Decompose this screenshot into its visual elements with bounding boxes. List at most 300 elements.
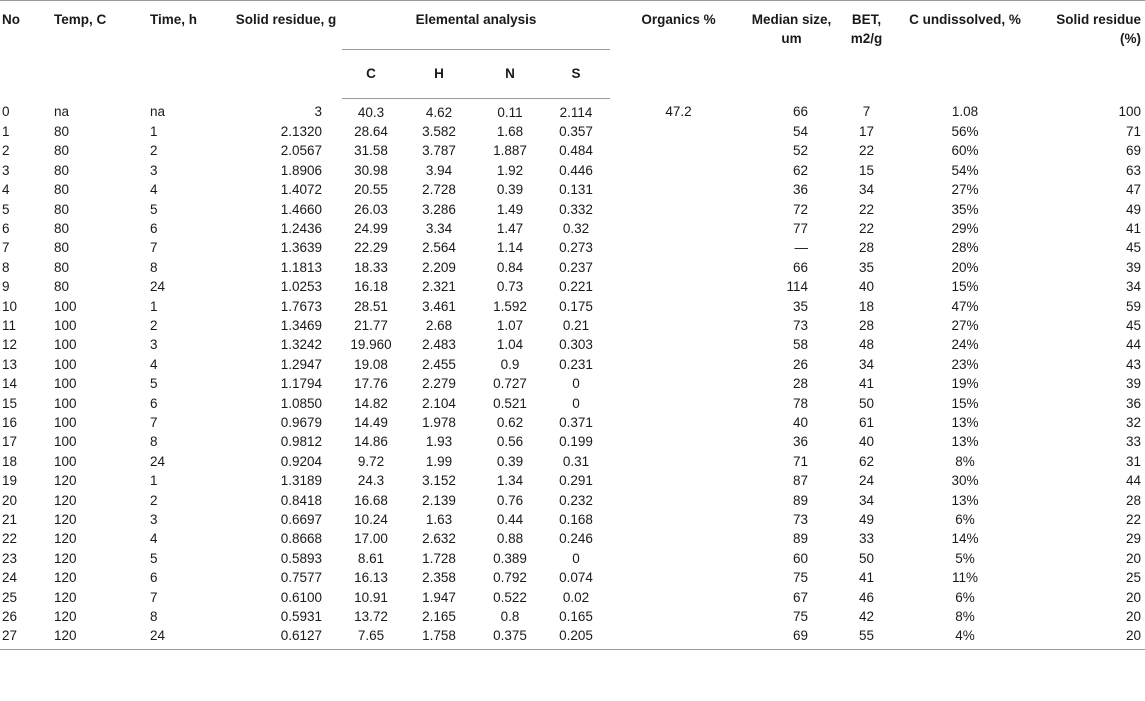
- cell-h: 4.62: [425, 104, 453, 120]
- cell-bet: 24: [859, 473, 875, 489]
- cell-bet: 50: [859, 550, 875, 566]
- cell-s: 0.31: [562, 453, 590, 469]
- cell-n: 1.04: [496, 337, 524, 353]
- cell-c: 28.64: [354, 123, 388, 139]
- cell-bet: 34: [859, 182, 875, 198]
- cell-no: 9: [2, 279, 10, 295]
- cell-c: 16.68: [354, 492, 388, 508]
- cell-no: 26: [2, 609, 18, 625]
- cell-solid-residue-g: 1.2947: [280, 356, 322, 372]
- cell-temp: 120: [54, 589, 77, 605]
- cell-organics: [610, 277, 747, 296]
- cell-median-size: 52: [792, 143, 809, 159]
- cell-c: 24.99: [354, 220, 388, 236]
- cell-h: 3.787: [422, 143, 456, 159]
- cell-solid-residue-g: 0.6100: [280, 589, 322, 605]
- cell-c-undissolved: 8%: [955, 609, 975, 625]
- cell-c-undissolved: 30%: [951, 473, 979, 489]
- cell-c: 8.61: [357, 550, 385, 566]
- cell-organics: [610, 374, 747, 393]
- cell-solid-residue-g: 1.3469: [280, 317, 322, 333]
- cell-h: 2.279: [422, 376, 456, 392]
- header-s: S: [542, 49, 610, 98]
- cell-c: 17.00: [354, 531, 388, 547]
- cell-h: 1.93: [425, 434, 453, 450]
- cell-solid-residue-pct: 20: [1033, 626, 1145, 649]
- cell-bet: 62: [859, 453, 875, 469]
- cell-temp: 120: [54, 609, 77, 625]
- cell-median-size: 114: [786, 279, 809, 295]
- cell-temp: 120: [54, 512, 77, 528]
- cell-solid-residue-pct: 47: [1125, 182, 1142, 198]
- cell-solid-residue-g: 1.0253: [280, 279, 322, 295]
- cell-c-undissolved: 29%: [951, 220, 979, 236]
- cell-median-size: 28: [792, 376, 809, 392]
- cell-h: 2.104: [422, 395, 456, 411]
- cell-s: 0.446: [559, 162, 593, 178]
- cell-temp: 100: [54, 317, 77, 333]
- table-row: [0, 122, 1145, 141]
- cell-bet: 49: [859, 512, 875, 528]
- cell-h: 2.632: [422, 531, 456, 547]
- cell-solid-residue-pct: 59: [1125, 298, 1142, 314]
- cell-solid-residue-pct: 22: [1125, 512, 1142, 528]
- cell-c: 7.65: [342, 626, 400, 649]
- cell-temp: 80: [54, 240, 70, 256]
- cell-bet: 41: [859, 376, 875, 392]
- cell-n: 0.521: [493, 395, 527, 411]
- cell-h: 3.582: [422, 123, 456, 139]
- cell-organics: [610, 413, 747, 432]
- cell-n: 1.07: [496, 317, 524, 333]
- cell-organics: [610, 141, 747, 160]
- cell-time: 6: [150, 570, 158, 586]
- cell-median-size: 75: [792, 570, 809, 586]
- cell-n: 1.49: [496, 201, 524, 217]
- cell-bet: 40: [859, 434, 875, 450]
- cell-no: 0: [2, 104, 10, 120]
- cell-s: 0.484: [559, 143, 593, 159]
- cell-c: 24.3: [357, 473, 385, 489]
- cell-c-undissolved: 24%: [951, 337, 979, 353]
- header-bet: BET, m2/g: [836, 1, 897, 99]
- cell-h: 1.99: [425, 453, 453, 469]
- cell-h: 2.139: [422, 492, 456, 508]
- table-row: [0, 219, 1145, 238]
- cell-temp: 120: [54, 570, 77, 586]
- cell-time: 5: [150, 376, 158, 392]
- cell-time: 1: [150, 298, 158, 314]
- cell-n: 0.76: [496, 492, 524, 508]
- cell-c-undissolved: 23%: [951, 356, 979, 372]
- cell-n: 0.88: [496, 531, 524, 547]
- cell-solid-residue-pct: 45: [1125, 317, 1142, 333]
- cell-solid-residue-pct: 34: [1125, 279, 1142, 295]
- cell-c: 30.98: [354, 162, 388, 178]
- cell-c: 21.77: [354, 317, 388, 333]
- cell-c-undissolved: 4%: [897, 626, 1033, 649]
- cell-organics: [610, 200, 747, 219]
- cell-temp: 100: [54, 395, 77, 411]
- cell-organics: [610, 122, 747, 141]
- cell-temp: 80: [54, 143, 70, 159]
- cell-time: 3: [150, 512, 158, 528]
- header-c-undissolved: C undissolved, %: [897, 1, 1033, 99]
- cell-c-undissolved: 13%: [951, 415, 979, 430]
- cell-bet: 33: [859, 531, 875, 547]
- cell-h: 3.286: [422, 201, 456, 217]
- cell-temp: 80: [54, 220, 70, 236]
- cell-median-size: 54: [792, 123, 809, 139]
- cell-s: 0.02: [562, 589, 590, 605]
- cell-bet: 48: [859, 337, 875, 353]
- cell-time: 7: [150, 589, 158, 605]
- cell-c: 28.51: [354, 298, 388, 314]
- cell-bet: 28: [859, 317, 875, 333]
- cell-organics: [610, 549, 747, 568]
- cell-time: 24: [148, 626, 230, 649]
- cell-h: 1.947: [422, 589, 456, 605]
- cell-median-size: 36: [792, 182, 809, 198]
- cell-time: 2: [150, 492, 158, 508]
- cell-c: 19.960: [350, 337, 392, 353]
- cell-n: 0.56: [496, 434, 524, 450]
- cell-organics: [610, 529, 747, 548]
- cell-bet: 55: [836, 626, 897, 649]
- cell-n: 1.92: [496, 162, 524, 178]
- cell-no: 5: [2, 201, 10, 217]
- cell-c-undissolved: 56%: [951, 123, 979, 139]
- cell-s: 0.205: [542, 626, 610, 649]
- cell-h: 2.209: [422, 259, 456, 275]
- cell-s: 0: [572, 550, 580, 566]
- cell-h: 2.455: [422, 356, 456, 372]
- header-organics: Organics %: [610, 1, 747, 99]
- cell-organics: [610, 316, 747, 335]
- cell-organics: [610, 180, 747, 199]
- cell-organics: [610, 161, 747, 180]
- cell-solid-residue-pct: 63: [1125, 162, 1142, 178]
- cell-solid-residue-pct: 41: [1125, 220, 1142, 236]
- cell-median-size: 36: [792, 434, 809, 450]
- cell-median-size: 67: [792, 589, 809, 605]
- cell-solid-residue-g: 2.1320: [280, 123, 322, 139]
- cell-no: 21: [2, 512, 18, 528]
- cell-c-undissolved: 1.08: [951, 104, 979, 120]
- header-solid-residue-pct: Solid residue (%): [1033, 1, 1145, 99]
- cell-time: 3: [150, 162, 158, 178]
- cell-n: 1.68: [496, 123, 524, 139]
- cell-n: 0.11: [497, 104, 523, 120]
- cell-bet: 18: [859, 298, 875, 314]
- cell-bet: 15: [859, 162, 875, 178]
- cell-median-size: 73: [792, 317, 809, 333]
- cell-median-size: 26: [792, 356, 809, 372]
- cell-bet: 22: [859, 220, 875, 236]
- cell-median-size: 75: [792, 609, 809, 625]
- table-row: [0, 626, 1145, 649]
- cell-solid-residue-pct: 39: [1125, 259, 1142, 275]
- cell-h: 2.358: [422, 570, 456, 586]
- cell-s: 0: [572, 395, 580, 411]
- cell-time: 4: [150, 356, 158, 372]
- cell-c-undissolved: 54%: [951, 162, 979, 178]
- cell-no: 8: [2, 259, 10, 275]
- cell-median-size: 78: [792, 395, 809, 411]
- cell-solid-residue-pct: 20: [1125, 589, 1142, 605]
- header-h: H: [400, 49, 478, 98]
- cell-median-size: 71: [792, 453, 809, 469]
- cell-temp: 80: [54, 162, 70, 178]
- cell-h: 3.152: [422, 473, 456, 489]
- cell-median-size: 73: [792, 512, 809, 528]
- cell-solid-residue-g: 1.1794: [280, 376, 322, 392]
- cell-no: 20: [2, 492, 18, 508]
- cell-c-undissolved: 27%: [951, 317, 979, 333]
- cell-s: 0.291: [559, 473, 593, 489]
- cell-median-size: 60: [792, 550, 809, 566]
- cell-solid-residue-g: 0.8418: [280, 492, 322, 508]
- cell-c-undissolved: 28%: [951, 240, 979, 256]
- cell-organics: [610, 238, 747, 257]
- table-row: [0, 568, 1145, 587]
- cell-s: 0.21: [562, 317, 590, 333]
- table-row: [0, 549, 1145, 568]
- cell-s: 0.175: [559, 298, 593, 314]
- cell-temp: 100: [54, 415, 77, 430]
- cell-solid-residue-pct: 31: [1125, 453, 1142, 469]
- cell-n: 1.14: [496, 240, 524, 256]
- cell-temp: 100: [54, 434, 77, 450]
- cell-no: 23: [2, 550, 18, 566]
- header-temp: Temp, C: [52, 1, 148, 99]
- cell-s: 0.232: [559, 492, 593, 508]
- cell-bet: 61: [859, 415, 875, 430]
- cell-solid-residue-g: 1.3242: [280, 337, 322, 353]
- cell-temp: 100: [54, 298, 77, 314]
- cell-h: 3.34: [425, 220, 453, 236]
- table-row: [0, 297, 1145, 316]
- table-row: [0, 432, 1145, 451]
- cell-organics: [610, 491, 747, 510]
- cell-n: 0.522: [493, 589, 527, 605]
- cell-c-undissolved: 13%: [951, 434, 979, 450]
- cell-s: 2.114: [559, 104, 593, 120]
- cell-c: 9.72: [357, 453, 385, 469]
- cell-s: 0.165: [559, 609, 593, 625]
- table-body: [0, 98, 1145, 649]
- cell-solid-residue-pct: 29: [1125, 531, 1142, 547]
- cell-n: 0.39: [496, 182, 524, 198]
- cell-temp: 100: [54, 453, 77, 469]
- table-row: [0, 258, 1145, 277]
- cell-temp: 100: [54, 376, 77, 392]
- cell-h: 2.321: [422, 279, 456, 295]
- cell-solid-residue-pct: 36: [1125, 395, 1142, 411]
- cell-time: 24: [150, 279, 166, 295]
- cell-bet: 22: [859, 143, 875, 159]
- cell-s: 0.246: [559, 531, 593, 547]
- table-row: [0, 238, 1145, 257]
- table-row: [0, 588, 1145, 607]
- cell-c-undissolved: 19%: [951, 376, 979, 392]
- table-row: [0, 335, 1145, 354]
- cell-bet: 28: [859, 240, 875, 256]
- cell-temp: 100: [54, 337, 77, 353]
- cell-c-undissolved: 15%: [951, 279, 979, 295]
- cell-no: 22: [2, 531, 18, 547]
- cell-c: 40.3: [357, 104, 385, 120]
- cell-median-size: 72: [792, 201, 809, 217]
- cell-bet: 34: [859, 492, 875, 508]
- cell-bet: 42: [859, 609, 875, 625]
- cell-h: 2.483: [422, 337, 456, 353]
- cell-solid-residue-g: 1.2436: [280, 220, 322, 236]
- cell-c-undissolved: 27%: [951, 182, 979, 198]
- cell-c: 22.29: [354, 240, 388, 256]
- table-row: [0, 510, 1145, 529]
- table-row: [0, 180, 1145, 199]
- cell-organics: [610, 626, 747, 649]
- cell-solid-residue-pct: 71: [1125, 123, 1142, 139]
- cell-solid-residue-g: 1.3189: [280, 473, 322, 489]
- cell-bet: 50: [859, 395, 875, 411]
- cell-h: 2.564: [422, 240, 456, 256]
- cell-median-size: 66: [792, 104, 809, 120]
- cell-solid-residue-g: 0.8668: [280, 531, 322, 547]
- cell-solid-residue-g: 0.6697: [280, 512, 322, 528]
- cell-bet: 22: [859, 201, 875, 217]
- cell-c: 10.91: [354, 589, 388, 605]
- cell-c: 14.82: [354, 395, 388, 411]
- cell-n: 1.592: [493, 298, 527, 314]
- cell-no: 12: [2, 337, 18, 353]
- cell-no: 25: [2, 589, 18, 605]
- cell-no: 6: [2, 220, 10, 236]
- cell-no: 15: [2, 395, 18, 411]
- header-elemental-analysis: Elemental analysis: [342, 1, 610, 50]
- cell-n: 1.34: [496, 473, 524, 489]
- table-row: [0, 394, 1145, 413]
- table-row: [0, 141, 1145, 160]
- cell-no: 7: [2, 240, 10, 256]
- cell-solid-residue-g: 1.4072: [280, 182, 322, 198]
- cell-temp: 120: [54, 473, 77, 489]
- cell-median-size: 58: [792, 337, 809, 353]
- table-row: [0, 607, 1145, 626]
- table-row: [0, 98, 1145, 122]
- cell-n: 0.44: [496, 512, 524, 528]
- cell-temp: 100: [54, 356, 77, 372]
- cell-c-undissolved: 6%: [955, 589, 975, 605]
- cell-n: 1.47: [496, 220, 524, 236]
- cell-s: 0.231: [559, 356, 593, 372]
- cell-no: 18: [2, 453, 18, 469]
- cell-s: 0.371: [559, 415, 593, 430]
- cell-s: 0.303: [559, 337, 593, 353]
- cell-solid-residue-g: 1.4660: [280, 201, 322, 217]
- cell-c: 26.03: [354, 201, 388, 217]
- cell-s: 0.32: [562, 220, 590, 236]
- cell-no: 2: [2, 143, 10, 159]
- cell-h: 1.728: [422, 550, 456, 566]
- cell-c-undissolved: 35%: [951, 201, 979, 217]
- cell-time: 4: [150, 182, 158, 198]
- cell-s: 0.273: [559, 240, 593, 256]
- cell-s: 0.074: [559, 570, 593, 586]
- cell-temp: na: [54, 104, 70, 120]
- header-no: No: [0, 1, 52, 99]
- cell-organics: [610, 297, 747, 316]
- header-n: N: [478, 49, 542, 98]
- cell-solid-residue-g: 1.3639: [280, 240, 322, 256]
- cell-bet: 17: [859, 123, 875, 139]
- cell-h: 2.68: [425, 317, 453, 333]
- cell-solid-residue-pct: 44: [1125, 337, 1142, 353]
- cell-median-size: 35: [792, 298, 809, 314]
- cell-c: 18.33: [354, 259, 388, 275]
- cell-solid-residue-pct: 69: [1125, 143, 1142, 159]
- cell-solid-residue-g: 1.1813: [280, 259, 322, 275]
- cell-h: 3.461: [422, 298, 456, 314]
- cell-c-undissolved: 15%: [951, 395, 979, 411]
- cell-time: 2: [150, 317, 158, 333]
- cell-s: 0.332: [559, 201, 593, 217]
- cell-organics: [610, 471, 747, 490]
- cell-c: 19.08: [354, 356, 388, 372]
- cell-organics: [610, 510, 747, 529]
- cell-s: 0.199: [559, 434, 593, 450]
- cell-organics: [610, 219, 747, 238]
- cell-c: 14.49: [354, 415, 388, 430]
- cell-s: 0.221: [559, 279, 593, 295]
- cell-solid-residue-pct: 43: [1125, 356, 1142, 372]
- cell-bet: 35: [859, 259, 875, 275]
- table-row: [0, 355, 1145, 374]
- cell-no: 19: [2, 473, 18, 489]
- cell-temp: 80: [54, 182, 70, 198]
- cell-temp: 120: [54, 550, 77, 566]
- cell-bet: 7: [862, 104, 871, 120]
- cell-n: 0.73: [496, 279, 524, 295]
- cell-temp: 80: [54, 201, 70, 217]
- cell-time: 24: [150, 453, 166, 469]
- cell-time: na: [150, 104, 166, 120]
- cell-organics: [610, 394, 747, 413]
- cell-c: 16.18: [354, 279, 388, 295]
- table-row: [0, 316, 1145, 335]
- cell-s: 0.237: [559, 259, 593, 275]
- header-solid-residue-g: Solid residue, g: [230, 1, 342, 99]
- cell-temp: 80: [54, 123, 70, 139]
- cell-time: 1: [150, 123, 158, 139]
- cell-time: 5: [150, 550, 158, 566]
- table-row: [0, 452, 1145, 471]
- cell-solid-residue-g: 0.9679: [280, 415, 322, 430]
- cell-median-size: 87: [792, 473, 809, 489]
- cell-median-size: 66: [792, 259, 809, 275]
- cell-bet: 40: [859, 279, 875, 295]
- cell-no: 3: [2, 162, 10, 178]
- cell-time: 7: [150, 415, 158, 430]
- cell-organics: [610, 335, 747, 354]
- cell-organics: [610, 607, 747, 626]
- cell-no: 1: [2, 123, 10, 139]
- cell-median-size: —: [794, 240, 809, 256]
- cell-c: 10.24: [354, 512, 388, 528]
- cell-c: 14.86: [354, 434, 388, 450]
- cell-no: 11: [2, 317, 17, 333]
